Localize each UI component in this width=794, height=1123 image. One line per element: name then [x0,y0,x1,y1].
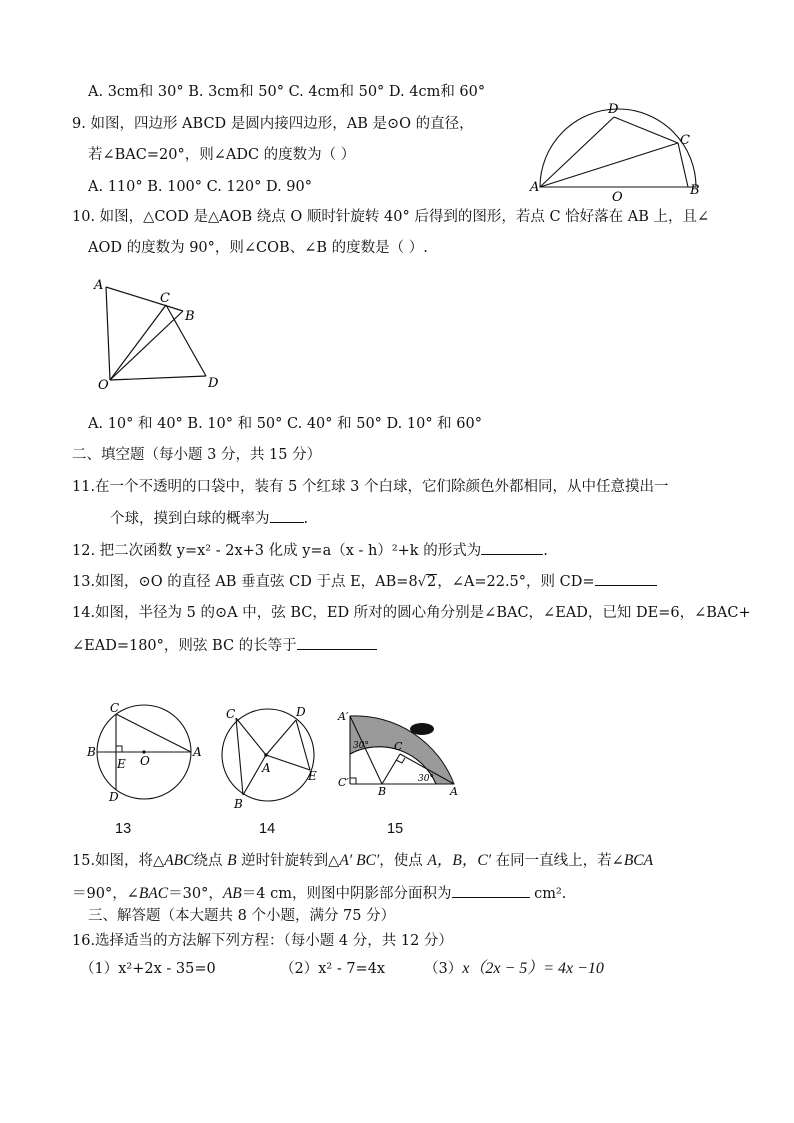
q10-label-d: D [208,376,219,391]
fig14-label-d: D [296,705,306,719]
q15-ab: AB [222,885,242,902]
fig14-seg-ad [266,720,296,755]
fig15-right-angle-c1 [350,778,356,784]
q16-part-3-line [424,959,604,979]
fig13-label-e: E [117,757,126,771]
fig15-angle-2: 30° [418,774,434,784]
fig15-label-c: C [394,740,403,753]
q13-stem-line: 13.如图，⊙O 的直径 AB 垂直弦 CD 于点 E，AB=8√2，∠A=22.5°，则 CD= [72,571,657,593]
q9-semicircle [540,109,696,187]
q15-answer-blank [452,883,530,898]
fig14-seg-ca [236,718,266,755]
fig14-label-b: B [234,797,243,810]
q15-tri-a1bc1: A′ BC′ [339,852,380,869]
q15-point-b: B [227,852,237,869]
q9-label-b: B [690,183,700,198]
q13-answer-blank [595,571,657,586]
q16-part-3-equation: x（2x − 5）= 4x −10 [462,960,604,977]
q9-label-a: A [530,180,540,195]
fig14-label-e: E [308,769,317,783]
fig13-caption: 13 [115,821,132,837]
fig14 [220,700,330,810]
fig13-seg-ca [116,714,191,752]
q13-sqrt-value: 2 [426,574,437,590]
q15-stem-e: 在同一直线上，若∠ [491,853,624,869]
fig14-chord-cb [236,718,243,795]
q10-seg-oa [106,287,110,380]
q14-stem: 14.如图，半径为 5 的⊙A 中，弦 BC，ED 所对的圆心角分别是∠BAC，∠EAD，已知 DE=6，∠BAC+ [72,605,751,621]
fig15-ink-blot [410,723,434,735]
q13-stem-a: 13.如图，⊙O 的直径 AB 垂直弦 CD 于点 E，AB=8 [72,574,418,590]
q9-seg-dc [614,117,678,143]
fig13-label-d: D [109,790,119,804]
q10-seg-ab [106,287,183,311]
fig13-label-c: C [110,701,120,715]
fig15-caption: 15 [387,821,404,837]
q10-stem: 10. 如图，△COD 是△AOB 绕点 O 顺时针旋转 40° 后得到的图形，若点 C 恰好落在 AB 上，且∠ [72,209,710,225]
q15-stem-line-2 [72,883,566,904]
q8-options: A. 3cm和 30° B. 3cm和 50° C. 4cm和 50° D. 4cm和 60° [88,84,486,100]
q11-stem: 11.在一个不透明的口袋中，装有 5 个红球 3 个白球，它们除颜色外都相同，从中任意摸出一 [72,479,669,495]
q9-seg-ac [540,143,678,187]
fig13-label-o: O [140,754,150,768]
q14-stem-2: ∠EAD=180°，则弦 BC 的长等于 [72,638,297,654]
q12-stem-line: 12. 把二次函数 y=x² - 2x+3 化成 y=a（x - h）²+k 的形式为 . [72,540,548,561]
q10-seg-ob [110,311,183,380]
fig15-angle-1: 30° [353,741,369,751]
q15-stem-b: 绕点 [193,853,228,869]
fig13-label-b: B [87,745,96,759]
section-2-heading: 二、填空题（每小题 3 分，共 15 分） [72,447,322,463]
fig14-label-c: C [226,707,236,721]
q9-label-c: C [680,133,690,148]
q15-stem-d: ，使点 [379,853,428,869]
fig14-seg-ae [266,755,310,770]
q12-stem: 12. 把二次函数 y=x² - 2x+3 化成 y=a（x - h）²+k 的形式为 [72,543,482,559]
q11-stem-2-text: 个球，摸到白球的概率为 [110,511,270,527]
fig14-center-dot [264,753,268,757]
q9-seg-ad [540,117,614,187]
q10-label-o: O [98,378,109,393]
q9-stem-2: 若∠BAC=20°，则∠ADC 的度数为（ ） [88,147,356,163]
fig14-circle [222,709,314,801]
q11-answer-blank [270,508,304,523]
fig13-label-a: A [193,745,202,759]
fig13-right-angle [116,746,122,752]
q14-answer-blank [297,635,377,650]
q10-figure [88,275,228,395]
q9-stem: 9. 如图，四边形 ABCD 是圆内接四边形，AB 是⊙O 的直径， [72,116,474,132]
q15-unit: cm². [529,886,567,902]
q15-line2-a: ＝90°，∠ [72,886,139,902]
q14-stem-2-line [72,635,377,656]
q15-angle-bca: BCA [623,852,654,869]
fig13 [84,700,204,805]
q9-options: A. 110° B. 100° C. 120° D. 90° [88,179,312,195]
q10-label-b: B [185,309,195,324]
q15-line2-c: ＝4 cm，则图中阴影部分面积为 [241,886,452,902]
q15-line2-b: ＝30°， [168,886,223,902]
q15-stem-c: 逆时针旋转到△ [236,853,340,869]
fig15-label-a1: A′ [338,710,349,723]
fig15 [336,704,466,796]
q10-seg-od [110,376,206,380]
q10-options: A. 10° 和 40° B. 10° 和 50° C. 40° 和 50° D. 10° 和 60° [88,416,482,432]
q15-stem-line-1 [72,851,653,871]
q10-seg-oc [110,305,166,380]
q12-answer-blank [481,540,543,555]
fig15-seg-bc [382,754,400,784]
q15-tri-abc: ABC [164,852,194,869]
section-3-heading: 三、解答题（本大题共 8 个小题，满分 75 分） [88,908,396,924]
q9-label-d: D [608,102,619,117]
fig14-chord-de [296,720,310,770]
fig15-label-b: B [378,785,387,796]
q10-label-c: C [160,291,170,306]
q16-part-3-label: （3） [424,961,463,977]
q10-stem-2: AOD 的度数为 90°，则∠COB、∠B 的度数是（ ）. [88,240,428,256]
q16-part-1: （1）x²+2x - 35=0 [80,961,216,977]
fig14-label-a: A [262,761,271,775]
fig14-caption: 14 [259,821,276,837]
q15-stem-a: 15.如图，将△ [72,853,165,869]
q16-stem: 16.选择适当的方法解下列方程：（每小题 4 分，共 12 分） [72,933,453,949]
q9-figure [528,100,708,205]
q13-stem-b: ，∠A=22.5°，则 CD= [437,574,595,590]
q9-label-o: O [612,190,623,205]
q10-label-a: A [94,278,104,293]
q11-stem-2: 个球，摸到白球的概率为 . [110,508,308,529]
q16-part-2: （2）x² - 7=4x [280,961,386,977]
fig15-label-c1: C′ [338,776,349,789]
q15-points: A，B，C′ [427,852,492,869]
q15-angle-bac: BAC [138,885,169,902]
fig15-label-a: A [450,785,458,796]
